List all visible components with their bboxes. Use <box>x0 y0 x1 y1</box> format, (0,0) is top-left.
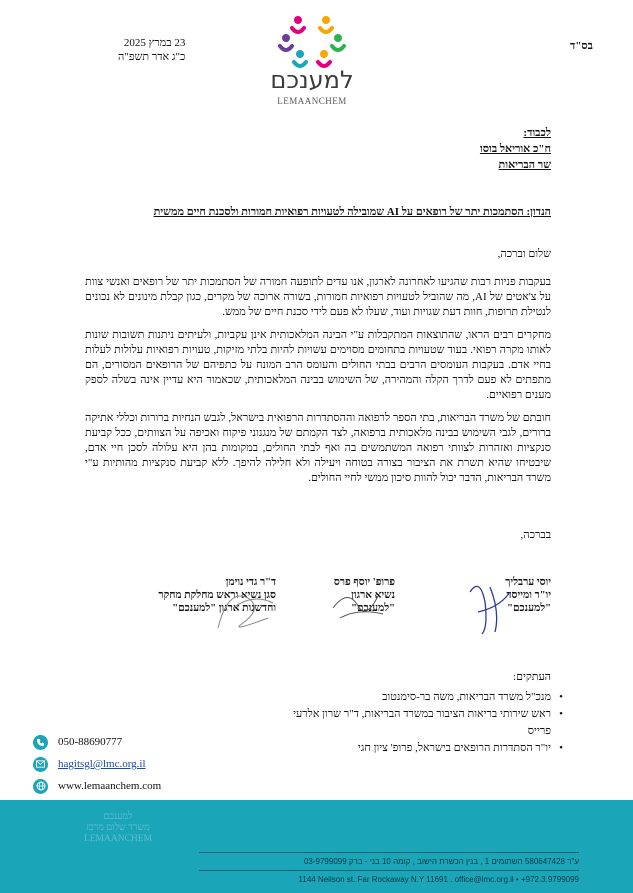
paragraph-2: מחקרים רבים הראו, שהתוצאות המתקבלות ע"י הבינה המלאכותית אינן עקביות, ולעיתים ניתנות תשובות שונות לאותו מקרה רפואי. בעוד שטעויות בתחומים מסוימים עשויות להיות בלתי מזיקות, טעויות רפואיות עלולות לעלות בחיי אדם. בעקבות העומסים הרבים בבתי החולים והעומס הרב המונח על כתפיהם של הרופאים המסורים, הם מתפתים לא פעם לדרך הקלה והמהירה, של השימוש בבינה המלאכותית, שכאמור היא עדיין אינה בשלה לספק מענים רפואיים. <box>85 329 551 401</box>
addressee-title: שר הבריאות <box>498 159 551 171</box>
list-item: • מנכ"ל משרד הבריאות, משה בר-סימנטוב <box>283 689 563 706</box>
footer-logo-line: למענכם <box>103 812 133 822</box>
footer-logo-line: LEMAANCHEM <box>83 834 153 844</box>
subject-line: הנדון: הסתמכות יתר של רופאים על AI שמובילה לטעויות רפואיות חמורות ולסכנת חיים ממשית <box>153 206 551 218</box>
greeting: שלום וברכה, <box>497 248 551 260</box>
date-hebrew: כ"ג אדר תשפ"ה <box>118 51 186 63</box>
date-block <box>118 36 185 64</box>
footer-logo-line: משרד שלום מרכז <box>86 823 150 833</box>
copies-title: העתקים: <box>513 671 551 683</box>
signature-org: "למענכם" <box>351 603 395 614</box>
signature-role: יו"ר ומייסד <box>506 590 551 601</box>
website-link[interactable]: www.lemaanchem.com <box>58 780 162 792</box>
signature-name: יוסי ערבליך <box>505 577 551 588</box>
closing: בברכה, <box>520 529 551 541</box>
footer-address-latin: 1144 Neilson st. Far Rockaway N.Y 11691 . office@lmc.org.il • +972.3.9799099 <box>298 875 579 884</box>
email-link[interactable]: hagitsgl@lmc.org.il <box>58 758 146 770</box>
date-gregorian: 23 במרץ 2025 <box>123 37 186 49</box>
addressee-name: ח"כ אוריאל בוסו <box>479 143 551 155</box>
addressee <box>480 125 551 173</box>
signature-org: "למענכם" <box>507 603 551 614</box>
mail-icon <box>33 757 48 772</box>
signature-role: סגן נשיא וראש מחלקת מחקר <box>158 590 276 601</box>
footer-divider <box>199 852 579 853</box>
signature-1 <box>481 576 551 615</box>
signature-org: וחדשנות ארגון "למענכם" <box>172 603 276 614</box>
list-item: • ראש שירותי בריאות הציבור במשרד הבריאות, ד"ר שרון אלרעי פרייס <box>283 706 563 740</box>
logo-wordmark: למענכם <box>270 66 354 94</box>
contact-email <box>33 756 146 772</box>
addressee-to: לכבוד: <box>523 127 551 139</box>
phone-number: 050-88690777 <box>58 736 123 748</box>
contact-phone <box>33 734 122 750</box>
signature-2 <box>307 576 395 615</box>
signature-3 <box>136 576 276 615</box>
bsd-mark: בס"ד <box>570 40 593 52</box>
copies-list <box>283 689 563 757</box>
phone-icon <box>33 735 48 750</box>
footer-divider <box>199 870 579 871</box>
footer-band <box>0 800 633 893</box>
globe-icon <box>33 779 48 794</box>
contact-web <box>33 778 161 794</box>
list-item: • יו"ר הסתדרות הרופאים בישראל, פרופ' ציון חגי <box>283 740 563 757</box>
signature-role: נשיא ארגון <box>351 590 395 601</box>
paragraph-1: בעקבות פניות רבות שהגיעו לאחרונה לארגון, אנו עדים לתופעה חמורה של הסתמכות יתר של רופאים ואנשי צוות על צ'אטים של AI, מה שהוביל לטעויות רפואיות חמורות, בשורה ארוכה של מקרים, כגון קבלת מינונים לא נכונים לנטילת תרופות, חוות דעת שגויות ועוד, שעלו לא פעם לידי סכנת חיים של ממש. <box>85 276 551 318</box>
footer-address-hebrew: ע"ר 580647428 השתומים 1 , בנין הכשרת הישוב , קומה 10 בני - ברק 03-9799099 <box>303 857 579 866</box>
logo-latin: LEMAANCHEM <box>277 96 347 106</box>
footer-logo <box>78 812 158 845</box>
signature-name: ד"ר גדי נוימן <box>225 577 276 588</box>
signature-name: פרופ' יוסף פרס <box>333 577 395 588</box>
paragraph-3: חובתם של משרד הבריאות, בתי הספר לרפואה וההסתדרות הרפואית בישראל, לגבש הנחיות ברורות וכללי אתיקה ברורים, לגבי השימוש בבינה מלאכותית ברפואה, לצד הקמתם של מנגנוני פיקוח ואכיפה על הצוותים, ככל קביעת סנקציות ואזהרות לצוותי רפואה המשתמשים בה ואף לבתי החולים, במקומות בהן היא עלולה לסכן חיי אדם, שיבטיחו שהיא תשרת את הציבור בצורה בטוחה ויעילה ולא חלילה להיפך. ללא קביעת סנקציות מהותיות ע"י משרד הבריאות, הדבר יכול להוות סיכון ממשי לחיי החולים. <box>85 412 551 484</box>
